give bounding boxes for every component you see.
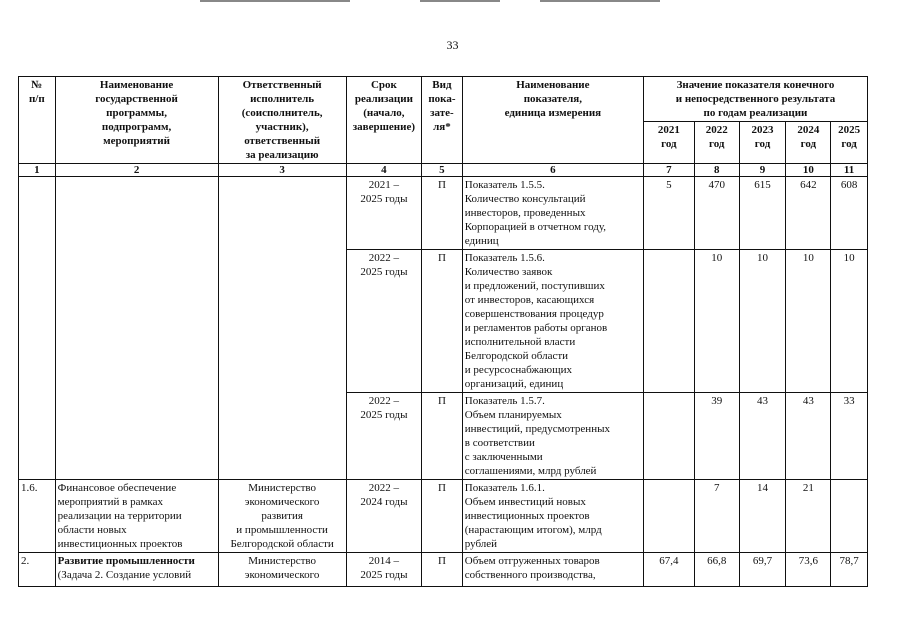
row-value: 73,6 <box>786 553 831 587</box>
row-value: 7 <box>694 480 739 553</box>
header-year: 2022 год <box>694 122 739 164</box>
row-kind: П <box>422 480 463 553</box>
row-value: 10 <box>739 250 786 393</box>
row-responsible <box>218 177 346 480</box>
col-number: 2 <box>55 164 218 177</box>
page-number: 33 <box>446 38 459 52</box>
row-name: Финансовое обеспечение мероприятий в рамках реализации на территории области новых инвестиционных проектов <box>55 480 218 553</box>
col-number: 3 <box>218 164 346 177</box>
col-number: 10 <box>786 164 831 177</box>
scan-top-line <box>420 0 500 2</box>
header-num: № п/п <box>19 77 56 164</box>
row-indicator: Показатель 1.5.6. Количество заявок и предложений, поступивших от инвесторов, касающихся совершенствования процедур и регламентов работы органов исполнительной власти Белгородской области и ресурсоснабжающих организаций, единиц <box>462 250 643 393</box>
row-term: 2022 – 2025 годы <box>346 250 421 393</box>
row-responsible: Министерство экономического развития и промышленности Белгородской области <box>218 480 346 553</box>
row-value <box>643 250 694 393</box>
row-kind: П <box>422 553 463 587</box>
row-value: 14 <box>739 480 786 553</box>
row-value <box>831 480 868 553</box>
header-name: Наименование государственной программы, подпрограмм, мероприятий <box>55 77 218 164</box>
col-number: 4 <box>346 164 421 177</box>
row-num: 1.6. <box>19 480 56 553</box>
row-value <box>643 480 694 553</box>
col-number: 5 <box>422 164 463 177</box>
row-name-subtitle: (Задача 2. Создание условий <box>57 569 192 581</box>
row-indicator: Показатель 1.6.1. Объем инвестиций новых инвестиционных проектов (нарастающим итогом), млрд рублей <box>462 480 643 553</box>
row-term: 2022 – 2024 годы <box>346 480 421 553</box>
row-value: 43 <box>786 393 831 480</box>
row-indicator: Показатель 1.5.5. Количество консультаций инвесторов, проведенных Корпорацией в отчетном году, единиц <box>462 177 643 250</box>
header-year: 2021 год <box>643 122 694 164</box>
row-indicator: Показатель 1.5.7. Объем планируемых инвестиций, предусмотренных в соответствии с заключенными соглашениями, млрд рублей <box>462 393 643 480</box>
row-value: 608 <box>831 177 868 250</box>
row-value: 21 <box>786 480 831 553</box>
scan-top-line <box>200 0 350 2</box>
row-name <box>55 553 218 587</box>
row-value: 10 <box>831 250 868 393</box>
indicators-table <box>18 76 868 587</box>
row-value: 33 <box>831 393 868 480</box>
table-row <box>19 177 868 250</box>
row-value: 67,4 <box>643 553 694 587</box>
row-value: 69,7 <box>739 553 786 587</box>
col-number: 11 <box>831 164 868 177</box>
row-value: 66,8 <box>694 553 739 587</box>
col-number: 6 <box>462 164 643 177</box>
header-year: 2023 год <box>739 122 786 164</box>
header-values-group: Значение показателя конечного и непосредственного результата по годам реализации <box>643 77 867 122</box>
col-number: 8 <box>694 164 739 177</box>
row-responsible: Министерство экономического <box>218 553 346 587</box>
row-num <box>19 177 56 480</box>
row-value: 43 <box>739 393 786 480</box>
row-value: 10 <box>786 250 831 393</box>
row-name <box>55 177 218 480</box>
scan-top-line <box>540 0 660 2</box>
row-value: 5 <box>643 177 694 250</box>
col-number: 1 <box>19 164 56 177</box>
row-kind: П <box>422 250 463 393</box>
row-value: 10 <box>694 250 739 393</box>
row-term: 2014 – 2025 годы <box>346 553 421 587</box>
table-row <box>19 553 868 587</box>
row-value <box>643 393 694 480</box>
row-value: 78,7 <box>831 553 868 587</box>
header-kind: Вид пока- зате- ля* <box>422 77 463 164</box>
row-term: 2021 – 2025 годы <box>346 177 421 250</box>
header-year: 2024 год <box>786 122 831 164</box>
row-value: 470 <box>694 177 739 250</box>
col-number: 7 <box>643 164 694 177</box>
col-number: 9 <box>739 164 786 177</box>
row-value: 39 <box>694 393 739 480</box>
row-num: 2. <box>19 553 56 587</box>
header-year: 2025 год <box>831 122 868 164</box>
row-indicator: Объем отгруженных товаров собственного производства, <box>462 553 643 587</box>
row-value: 615 <box>739 177 786 250</box>
row-name-title: Развитие промышленности <box>57 555 195 567</box>
header-indicator: Наименование показателя, единица измерения <box>462 77 643 164</box>
row-term: 2022 – 2025 годы <box>346 393 421 480</box>
row-kind: П <box>422 393 463 480</box>
row-value: 642 <box>786 177 831 250</box>
table-row <box>19 480 868 553</box>
row-kind: П <box>422 177 463 250</box>
header-responsible: Ответственный исполнитель (соисполнитель, участник), ответственный за реализацию <box>218 77 346 164</box>
header-term: Срок реализации (начало, завершение) <box>346 77 421 164</box>
